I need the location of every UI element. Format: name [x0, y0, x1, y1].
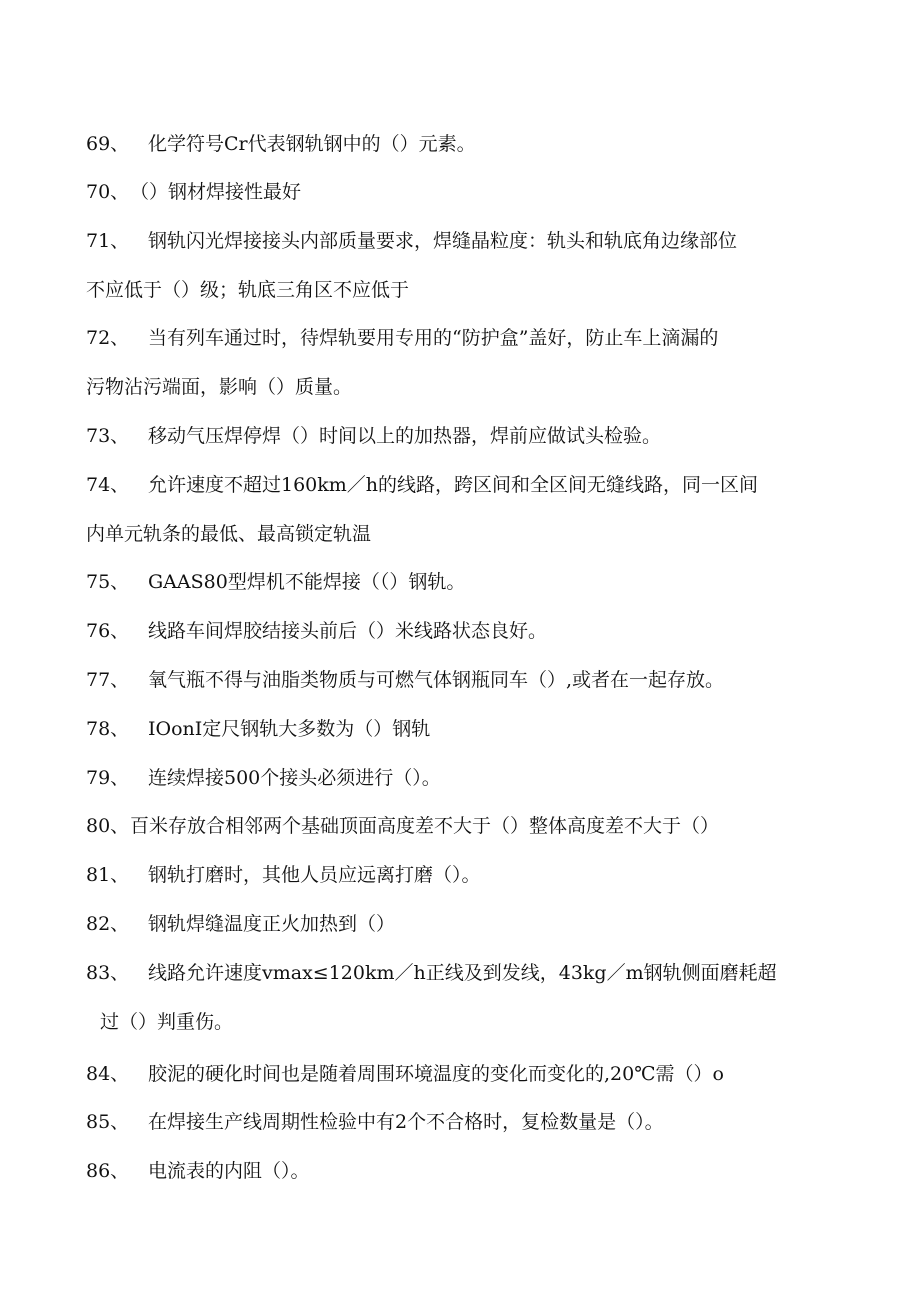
question-73 [86, 424, 846, 448]
question-text: 钢轨打磨时，其他人员应远离打磨（）。 [148, 864, 481, 886]
question-number: 73、 [86, 425, 130, 447]
question-number: 81、 [86, 864, 130, 886]
question-79 [86, 766, 846, 790]
question-71-continuation: 不应低于（）级；轨底三角区不应低于 [86, 279, 410, 301]
question-text: 钢轨闪光焊接接头内部质量要求，焊缝晶粒度：轨头和轨底角边缘部位 [148, 230, 738, 252]
question-number: 80、 [86, 815, 130, 837]
question-number: 71、 [86, 230, 130, 252]
question-83-continuation: 过（）判重伤。 [100, 1011, 234, 1033]
question-74-continuation: 内单元轨条的最低、最高锁定轨温 [86, 523, 372, 545]
question-number: 69、 [86, 133, 130, 155]
question-text: 线路车间焊胶结接头前后（）米线路状态良好。 [148, 620, 548, 642]
question-75 [86, 570, 846, 594]
question-text: 当有列车通过时，待焊轨要用专用的“防护盒”盖好，防止车上滴漏的 [148, 327, 719, 349]
question-number: 86、 [86, 1160, 130, 1182]
question-text: 胶泥的硬化时间也是随着周围环境温度的变化而变化的,20℃需（）o [148, 1063, 724, 1085]
question-number: 83、 [86, 962, 130, 984]
question-77 [86, 668, 846, 692]
question-69 [86, 132, 846, 156]
question-text: IOonI定尺钢轨大多数为（）钢轨 [148, 718, 431, 740]
question-text: 百米存放合相邻两个基础顶面高度差不大于（）整体高度差不大于（） [130, 815, 720, 837]
question-text: 允许速度不超过160km／h的线路，跨区间和全区间无缝线路，同一区间 [148, 474, 759, 496]
question-82 [86, 912, 846, 936]
question-85 [86, 1110, 846, 1134]
question-74 [86, 473, 846, 497]
question-70 [86, 180, 846, 204]
question-text: GAAS80型焊机不能焊接（（）钢轨。 [148, 571, 466, 593]
question-text: 化学符号Cr代表钢轨钢中的（）元素。 [148, 133, 476, 155]
question-86 [86, 1159, 846, 1183]
question-number: 82、 [86, 913, 130, 935]
question-83 [86, 961, 846, 985]
question-number: 75、 [86, 571, 130, 593]
question-number: 74、 [86, 474, 130, 496]
question-72-continuation: 污物沾污端面，影响（）质量。 [86, 376, 353, 398]
question-text: 移动气压焊停焊（）时间以上的加热器，焊前应做试头检验。 [148, 425, 662, 447]
question-text: （）钢材焊接性最好 [130, 181, 302, 203]
question-number: 84、 [86, 1063, 130, 1085]
question-81 [86, 863, 846, 887]
question-number: 70、 [86, 181, 130, 203]
question-76 [86, 619, 846, 643]
question-number: 76、 [86, 620, 130, 642]
question-text: 在焊接生产线周期性检验中有2个不合格时，复检数量是（）。 [148, 1111, 664, 1133]
question-text: 电流表的内阻（）。 [148, 1160, 310, 1182]
question-80 [86, 814, 846, 838]
question-78 [86, 717, 846, 741]
question-number: 85、 [86, 1111, 130, 1133]
question-text: 氧气瓶不得与油脂类物质与可燃气体钢瓶同车（）,或者在一起存放。 [148, 669, 725, 691]
question-text: 钢轨焊缝温度正火加热到（） [148, 913, 396, 935]
question-84 [86, 1062, 846, 1086]
question-number: 79、 [86, 767, 130, 789]
question-text: 连续焊接500个接头必须进行（）。 [148, 767, 441, 789]
question-number: 72、 [86, 327, 130, 349]
question-number: 78、 [86, 718, 130, 740]
question-number: 77、 [86, 669, 130, 691]
question-71 [86, 229, 846, 253]
question-text: 线路允许速度vmax≤120km／h正线及到发线，43kg／m钢轨侧面磨耗超 [148, 962, 777, 984]
question-72 [86, 326, 846, 350]
